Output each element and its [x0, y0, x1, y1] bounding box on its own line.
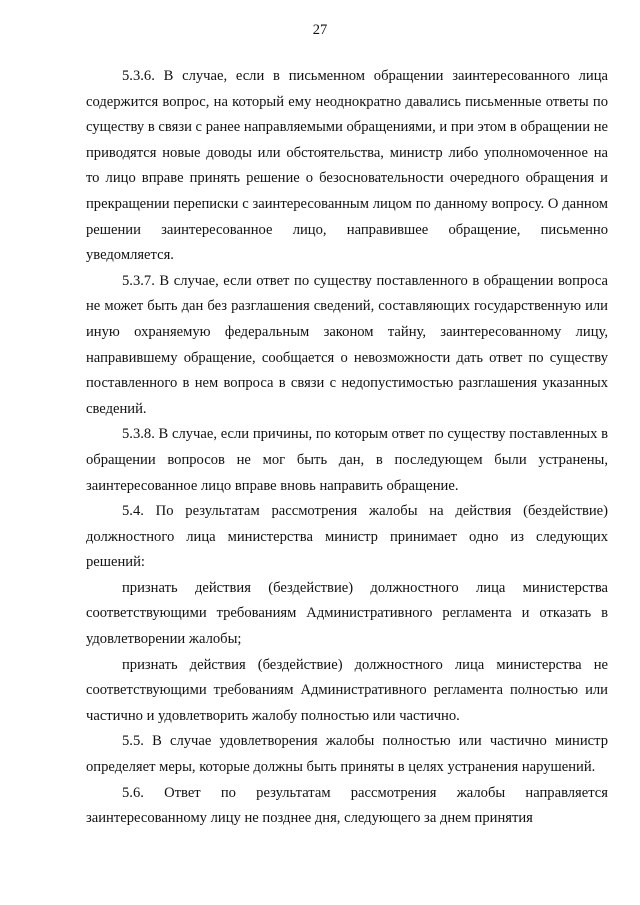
paragraph-decision-reject: признать действия (бездействие) должностного лица министерства соответствующими требованиям Административного регламента и отказать в удовлетворении жалобы;: [86, 579, 608, 648]
paragraph-5-4: 5.4. По результатам рассмотрения жалобы на действия (бездействие) должностного лица министерства министр принимает одно из следующих решений:: [86, 503, 608, 571]
paragraph-5-3-8: 5.3.8. В случае, если причины, по которым ответ по существу поставленных в обращении вопросов не мог быть дан, в последующем были устранены, заинтересованное лицо вправе вновь направить обращение.: [86, 426, 608, 494]
document-body: [86, 64, 608, 832]
paragraph-5-3-6: 5.3.6. В случае, если в письменном обращении заинтересованного лица содержится вопрос, на который ему неоднократно давались письменные ответы по существу в связи с ранее направляемыми обращениями, и при этом в обращении не приводятся новые доводы или обстоятельства, министр либо уполномоченное на то лицо вправе принять решение о безосновательности очередного обращения и прекращении переписки с заинтересованным лицом по данному вопросу. О данном решении заинтересованное лицо, направившее обращение, письменно уведомляется.: [86, 68, 608, 264]
paragraph-5-3-7: 5.3.7. В случае, если ответ по существу поставленного в обращении вопроса не может быть дан без разглашения сведений, составляющих государственную или иную охраняемую федеральным законом тайну, заинтересованному лицу, направившему обращение, сообщается о невозможности дать ответ по существу поставленного в нем вопроса в связи с недопустимостью разглашения указанных сведений.: [86, 272, 608, 417]
page-number: 27: [312, 22, 328, 38]
paragraph-decision-satisfy: признать действия (бездействие) должностного лица министерства не соответствующими требованиям Административного регламента полностью или частично и удовлетворить жалобу полностью или частично.: [86, 656, 608, 724]
paragraph-5-5: 5.5. В случае удовлетворения жалобы полностью или частично министр определяет меры, которые должны быть приняты в целях устранения нарушений.: [86, 733, 608, 776]
paragraph-5-6: 5.6. Ответ по результатам рассмотрения жалобы направляется заинтересованному лицу не позднее дня, следующего за днем принятия: [86, 784, 608, 827]
